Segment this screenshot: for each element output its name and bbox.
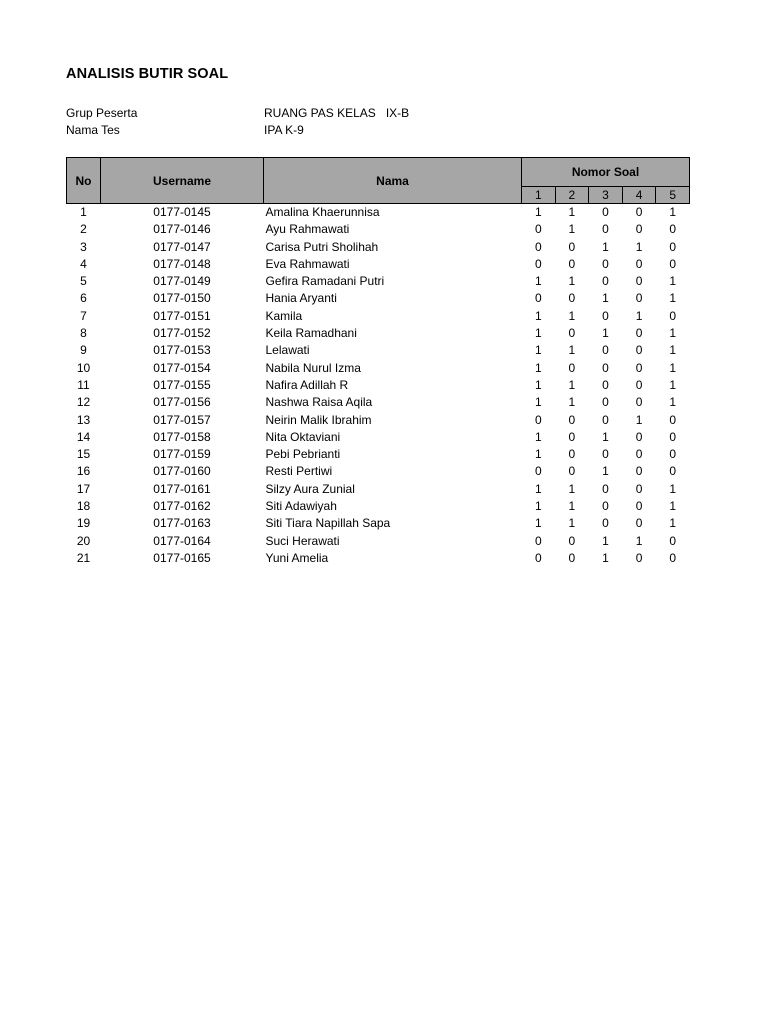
header-question-2: 2 [555,187,589,204]
cell-nama: Ayu Rahmawati [265,222,350,237]
cell-no: 3 [80,239,87,254]
table-row [67,273,690,290]
cell-answer-q3: 1 [602,550,609,565]
header-nama: Nama [264,158,522,204]
cell-username: 0177-0155 [153,377,211,392]
header-question-4: 4 [622,187,656,204]
cell-answer-q5: 0 [669,239,677,254]
table-body [67,204,690,568]
cell-answer-q1: 0 [534,412,542,427]
header-no: No [67,158,101,204]
cell-answer-q5: 1 [669,481,677,496]
cell-nama: Nashwa Raisa Aqila [265,395,373,410]
cell-no: 20 [76,533,91,548]
cell-answer-q5: 1 [669,291,677,306]
cell-answer-q1: 1 [534,447,542,462]
cell-nama: Resti Pertiwi [265,464,333,479]
cell-answer-q3: 0 [602,412,609,427]
table-row [67,412,690,429]
cell-answer-q5: 1 [669,516,677,531]
cell-answer-q4: 1 [635,412,643,427]
cell-answer-q1: 0 [534,291,542,306]
header-nomor-soal: Nomor Soal [522,158,690,187]
cell-username: 0177-0158 [153,429,211,444]
header-username: Username [101,158,264,204]
cell-no: 7 [80,308,87,323]
cell-nama: Eva Rahmawati [265,256,350,271]
cell-nama: Carisa Putri Sholihah [265,239,379,254]
cell-no: 17 [76,481,91,496]
cell-answer-q2: 0 [568,550,576,565]
cell-nama: Yuni Amelia [265,550,329,565]
cell-answer-q5: 0 [669,550,677,565]
cell-answer-q1: 0 [534,222,542,237]
cell-answer-q1: 0 [534,533,542,548]
cell-answer-q1: 1 [534,326,542,341]
cell-answer-q3: 1 [602,464,609,479]
table-row [67,342,690,359]
table-row [67,463,690,480]
cell-answer-q5: 1 [669,499,677,514]
cell-answer-q4: 0 [635,429,643,444]
cell-nama: Lelawati [265,343,310,358]
cell-answer-q2: 1 [568,395,576,410]
table-row [67,533,690,550]
cell-answer-q5: 1 [669,377,677,392]
table-row [67,550,690,567]
cell-answer-q5: 0 [669,533,677,548]
test-info [66,105,409,139]
cell-username: 0177-0161 [153,481,211,496]
cell-answer-q5: 0 [669,222,677,237]
cell-username: 0177-0146 [153,222,211,237]
cell-answer-q1: 0 [534,256,542,271]
cell-answer-q5: 1 [669,343,677,358]
cell-username: 0177-0154 [153,360,211,375]
cell-answer-q1: 1 [534,481,542,496]
table-row [67,394,690,411]
cell-answer-q2: 0 [568,326,576,341]
table-row [67,429,690,446]
cell-no: 11 [77,377,90,392]
cell-nama: Keila Ramadhani [265,326,357,341]
info-row-group [66,105,409,122]
table-row [67,377,690,394]
cell-no: 13 [76,412,91,427]
cell-answer-q3: 1 [602,533,609,548]
cell-answer-q2: 0 [568,239,576,254]
cell-no: 8 [80,326,87,341]
cell-username: 0177-0163 [153,516,211,531]
cell-answer-q2: 0 [568,447,576,462]
cell-answer-q4: 0 [635,550,643,565]
cell-nama: Kamila [265,308,303,323]
cell-answer-q3: 0 [602,499,609,514]
cell-answer-q3: 0 [602,256,609,271]
cell-no: 18 [76,499,91,514]
cell-answer-q3: 0 [602,447,609,462]
cell-answer-q5: 0 [669,256,677,271]
cell-username: 0177-0152 [153,326,211,341]
cell-no: 19 [76,516,91,531]
cell-answer-q3: 0 [602,516,609,531]
page-title: ANALISIS BUTIR SOAL [66,66,229,82]
cell-no: 5 [80,274,87,289]
cell-no: 6 [80,291,87,306]
cell-answer-q3: 1 [602,429,609,444]
cell-nama: Silzy Aura Zunial [265,481,355,496]
table-row [67,515,690,532]
cell-username: 0177-0162 [153,499,211,514]
cell-answer-q2: 1 [568,481,576,496]
cell-nama: Gefira Ramadani Putri [265,274,385,289]
cell-answer-q4: 0 [635,256,643,271]
cell-answer-q3: 0 [602,222,609,237]
cell-nama: Suci Herawati [265,533,340,548]
cell-answer-q1: 1 [534,274,542,289]
cell-no: 9 [80,343,87,358]
table-row [67,446,690,463]
cell-answer-q5: 1 [669,360,677,375]
cell-answer-q5: 0 [669,412,677,427]
cell-answer-q1: 1 [534,360,542,375]
cell-answer-q5: 0 [669,429,677,444]
cell-answer-q1: 1 [534,395,542,410]
cell-answer-q1: 1 [534,343,542,358]
cell-answer-q1: 1 [534,377,542,392]
cell-nama: Neirin Malik Ibrahim [265,412,372,427]
cell-answer-q4: 0 [635,516,643,531]
cell-nama: Pebi Pebrianti [265,447,341,462]
cell-answer-q5: 0 [669,464,677,479]
cell-answer-q2: 0 [568,429,576,444]
cell-username: 0177-0159 [153,447,211,462]
cell-username: 0177-0164 [153,533,211,548]
cell-nama: Nita Oktaviani [265,429,341,444]
cell-answer-q2: 0 [568,464,576,479]
cell-answer-q5: 1 [669,205,677,219]
cell-no: 2 [80,222,87,237]
cell-answer-q3: 1 [602,239,609,254]
cell-answer-q4: 1 [635,239,643,254]
cell-answer-q2: 1 [568,205,576,219]
table-row [67,239,690,256]
cell-username: 0177-0145 [153,205,211,219]
table-row [67,481,690,498]
cell-answer-q2: 0 [568,360,576,375]
cell-username: 0177-0153 [153,343,211,358]
cell-answer-q4: 0 [635,377,643,392]
cell-answer-q2: 1 [568,377,576,392]
cell-answer-q4: 0 [635,326,643,341]
cell-no: 4 [80,256,87,271]
cell-answer-q4: 0 [635,222,643,237]
cell-nama: Siti Adawiyah [265,499,337,514]
table-row [67,360,690,377]
header-question-1: 1 [522,187,556,204]
cell-answer-q2: 1 [568,308,576,323]
cell-answer-q3: 0 [602,481,609,496]
info-value: RUANG PAS KELAS IX-B [264,106,410,120]
cell-no: 16 [76,464,91,479]
cell-answer-q1: 1 [534,429,542,444]
cell-answer-q3: 0 [602,377,609,392]
cell-answer-q4: 0 [635,499,643,514]
cell-answer-q1: 0 [534,239,542,254]
cell-answer-q2: 1 [568,343,576,358]
cell-answer-q3: 0 [602,308,609,323]
cell-answer-q5: 1 [669,326,677,341]
cell-username: 0177-0157 [153,412,211,427]
cell-no: 14 [76,429,91,444]
cell-nama: Nafira Adillah R [265,377,349,392]
cell-answer-q1: 1 [534,205,542,219]
cell-answer-q1: 1 [534,308,542,323]
cell-answer-q4: 0 [635,343,643,358]
cell-no: 15 [76,447,91,462]
cell-answer-q5: 0 [669,308,677,323]
cell-no: 10 [76,360,91,375]
cell-username: 0177-0160 [153,464,211,479]
cell-answer-q5: 1 [669,395,677,410]
table-row [67,221,690,238]
cell-answer-q3: 0 [602,205,609,219]
cell-nama: Nabila Nurul Izma [265,360,361,375]
cell-answer-q4: 0 [635,274,643,289]
table-row [67,204,690,222]
cell-answer-q5: 1 [669,274,677,289]
info-label: Grup Peserta [66,106,138,120]
cell-answer-q3: 1 [602,326,609,341]
cell-answer-q1: 0 [534,464,542,479]
cell-answer-q1: 1 [534,516,542,531]
cell-answer-q4: 0 [635,360,643,375]
cell-answer-q2: 0 [568,291,576,306]
cell-answer-q3: 0 [602,395,609,410]
cell-answer-q4: 0 [635,481,643,496]
analysis-table [66,157,690,567]
table-row [67,290,690,307]
info-row-test [66,122,409,139]
cell-answer-q3: 0 [602,343,609,358]
cell-answer-q2: 1 [568,516,576,531]
cell-username: 0177-0147 [153,239,211,254]
cell-answer-q3: 1 [602,291,609,306]
cell-no: 12 [76,395,91,410]
cell-nama: Amalina Khaerunnisa [265,205,380,219]
cell-nama: Siti Tiara Napillah Sapa [265,516,391,531]
cell-username: 0177-0151 [153,308,211,323]
table-row [67,498,690,515]
cell-username: 0177-0165 [153,550,211,565]
table-row [67,325,690,342]
cell-answer-q2: 1 [568,274,576,289]
cell-nama: Hania Aryanti [265,291,337,306]
table-row [67,308,690,325]
cell-answer-q4: 0 [635,447,643,462]
cell-answer-q3: 0 [602,274,609,289]
header-question-3: 3 [589,187,623,204]
cell-answer-q4: 0 [635,205,643,219]
cell-answer-q4: 1 [635,533,643,548]
cell-username: 0177-0149 [153,274,211,289]
cell-answer-q4: 0 [635,464,643,479]
cell-no: 21 [76,550,91,565]
cell-answer-q1: 1 [534,499,542,514]
cell-answer-q5: 0 [669,447,677,462]
cell-answer-q4: 0 [635,395,643,410]
info-label: Nama Tes [66,123,120,137]
header-question-5: 5 [656,187,690,204]
cell-answer-q2: 1 [568,222,576,237]
cell-username: 0177-0148 [153,256,211,271]
cell-answer-q2: 0 [568,533,576,548]
table-row [67,256,690,273]
cell-answer-q3: 0 [602,360,609,375]
cell-answer-q4: 0 [635,291,643,306]
cell-answer-q2: 0 [568,412,576,427]
cell-answer-q2: 0 [568,256,576,271]
cell-username: 0177-0150 [153,291,211,306]
cell-answer-q2: 1 [568,499,576,514]
cell-answer-q4: 1 [635,308,643,323]
cell-no: 1 [80,205,87,219]
cell-answer-q1: 0 [534,550,542,565]
cell-username: 0177-0156 [153,395,211,410]
info-value: IPA K-9 [264,123,304,137]
